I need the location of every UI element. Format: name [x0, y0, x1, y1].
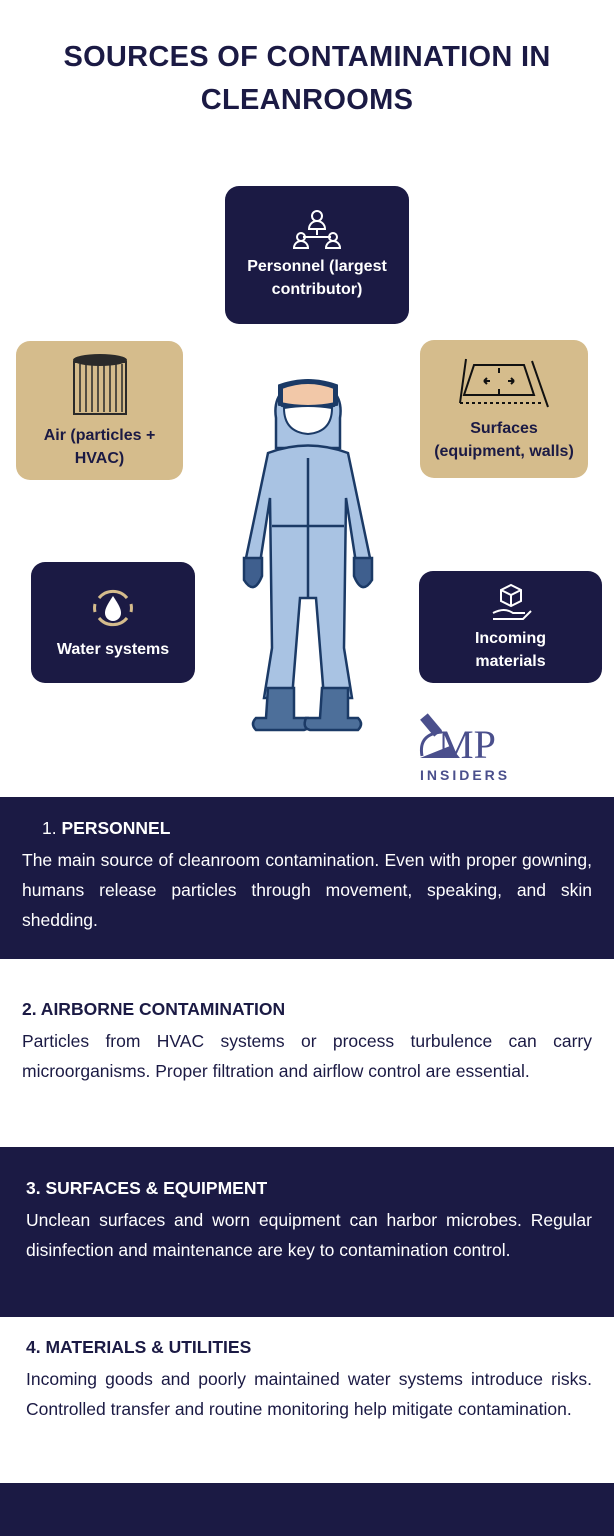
- section-heading: 1. PERSONNEL: [42, 818, 171, 838]
- source-materials-label: Incoming materials: [474, 630, 547, 670]
- gmp-insiders-logo: [418, 712, 528, 782]
- source-water-label: Water systems: [56, 641, 170, 658]
- hvac-unit-icon: [70, 352, 130, 418]
- section-personnel: [0, 797, 614, 959]
- source-personnel-label: Personnel (largest contributor): [247, 258, 387, 298]
- water-cycle-icon: [87, 584, 139, 632]
- source-air-label: Air (particles + HVAC): [43, 426, 156, 467]
- section-body: Incoming goods and poorly maintained water systems introduce risks. Controlled transfer and routine monitoring help mitigate contamination.: [26, 1369, 592, 1419]
- svg-text:MP: MP: [438, 722, 496, 762]
- section-body: Particles from HVAC systems or process turbulence can carry microorganisms. Proper filtration and airflow control are essential.: [22, 1031, 592, 1081]
- page-title: SOURCES OF CONTAMINATION IN CLEANROOMS: [63, 41, 551, 116]
- source-materials: [419, 571, 602, 683]
- section-heading: 3. SURFACES & EQUIPMENT: [26, 1178, 268, 1198]
- section-body: The main source of cleanroom contamination. Even with proper gowning, humans release particles through movement, speaking, and skin shedding.: [22, 850, 592, 930]
- box-in-hand-icon: [489, 581, 533, 621]
- surface-area-icon: [454, 355, 554, 411]
- people-network-icon: [289, 209, 345, 249]
- section-materials: [0, 1318, 614, 1483]
- section-body: Unclean surfaces and worn equipment can harbor microbes. Regular disinfection and maintenance are key to contamination control.: [26, 1210, 592, 1260]
- source-personnel: [225, 186, 409, 324]
- source-air: [16, 341, 183, 480]
- source-water: [31, 562, 195, 683]
- section-airborne: [0, 960, 614, 1146]
- section-surfaces: [0, 1147, 614, 1317]
- logo-subtext: INSIDERS: [420, 767, 511, 783]
- section-heading: 2. AIRBORNE CONTAMINATION: [22, 999, 286, 1019]
- source-surfaces: [420, 340, 588, 478]
- section-heading: 4. MATERIALS & UTILITIES: [26, 1337, 252, 1357]
- cleanroom-worker-illustration: [228, 348, 388, 742]
- footer-band: [0, 1483, 614, 1536]
- source-surfaces-label: Surfaces (equipment, walls): [434, 420, 574, 460]
